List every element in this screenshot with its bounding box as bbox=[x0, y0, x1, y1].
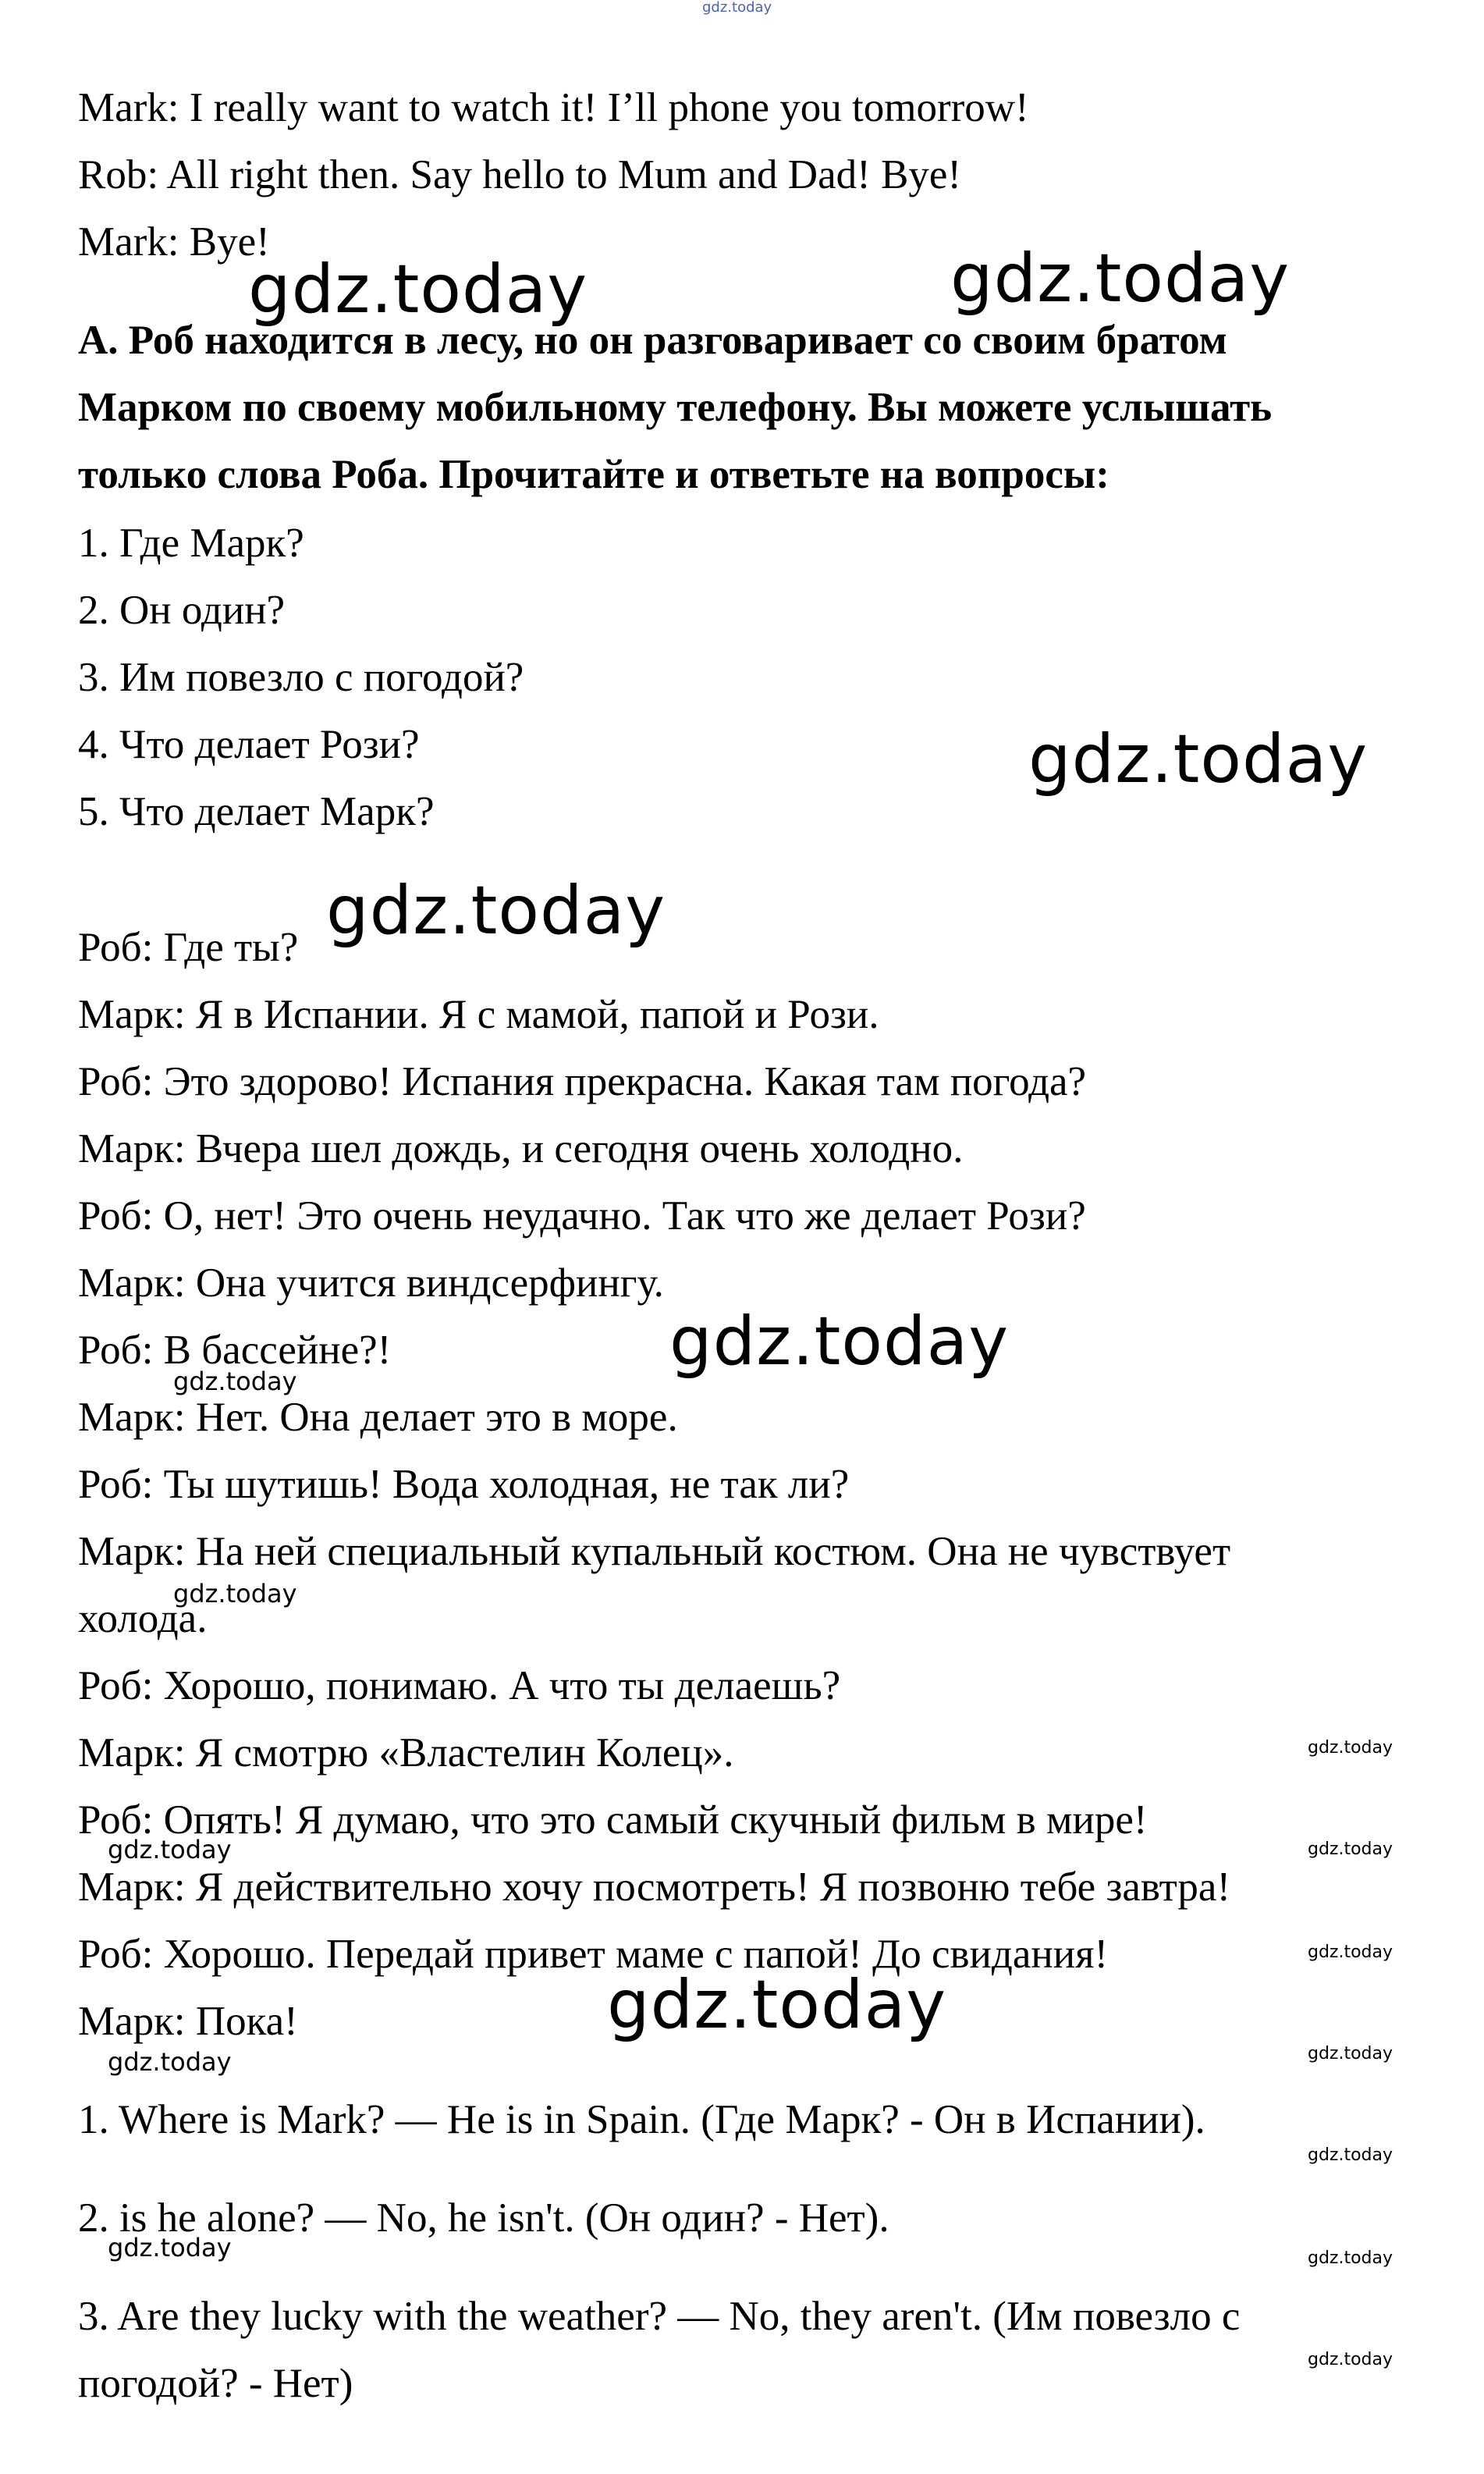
watermark-large: gdz.today bbox=[669, 1303, 1010, 1381]
question-item: 3. Им повезло с погодой? bbox=[78, 655, 524, 700]
question-item: 2. Он один? bbox=[78, 588, 286, 633]
task-heading-line: A. Роб находится в лесу, но он разговаривает со своим братом bbox=[78, 318, 1227, 363]
dialogue-ru-line: Марк: Пока! bbox=[78, 1999, 298, 2044]
watermark-medium: gdz.today bbox=[108, 2233, 232, 2263]
watermark-small: gdz.today bbox=[1308, 1943, 1393, 1962]
dialogue-ru-line: Марк: Я в Испании. Я с мамой, папой и Рози. bbox=[78, 992, 879, 1037]
dialogue-ru-line: Марк: На ней специальный купальный костюм. Она не чувствует bbox=[78, 1529, 1231, 1574]
dialogue-ru-line: Роб: В бассейне?! bbox=[78, 1328, 392, 1373]
watermark-large: gdz.today bbox=[326, 872, 666, 950]
dialogue-ru-line: Марк: Вчера шел дождь, и сегодня очень холодно. bbox=[78, 1126, 964, 1171]
watermark-small: gdz.today bbox=[1308, 2350, 1393, 2369]
dialogue-en-line: Mark: Bye! bbox=[78, 219, 270, 265]
watermark-top: gdz.today bbox=[702, 0, 772, 16]
dialogue-ru-line: Марк: Я смотрю «Властелин Колец». bbox=[78, 1730, 734, 1776]
task-heading-line: только слова Роба. Прочитайте и ответьте на вопросы: bbox=[78, 452, 1109, 497]
answer-line: 3. Are they lucky with the weather? — No, they aren't. (Им повезло с bbox=[78, 2294, 1241, 2339]
watermark-small: gdz.today bbox=[1308, 2145, 1393, 2165]
dialogue-ru-line: Роб: О, нет! Это очень неудачно. Так что же делает Рози? bbox=[78, 1193, 1086, 1239]
question-item: 1. Где Марк? bbox=[78, 521, 304, 566]
dialogue-en-line: Mark: I really want to watch it! I’ll phone you tomorrow! bbox=[78, 85, 1029, 130]
watermark-medium: gdz.today bbox=[173, 1367, 297, 1396]
dialogue-ru-line: Роб: Ты шутишь! Вода холодная, не так ли? bbox=[78, 1462, 850, 1507]
dialogue-en-line: Rob: All right then. Say hello to Mum and Dad! Bye! bbox=[78, 152, 962, 197]
watermark-small: gdz.today bbox=[1308, 1738, 1393, 1758]
watermark-small: gdz.today bbox=[1308, 2248, 1393, 2268]
answer-line: 1. Where is Mark? — He is in Spain. (Где Марк? - Он в Испании). bbox=[78, 2097, 1205, 2142]
task-heading-line: Марком по своему мобильному телефону. Вы можете услышать bbox=[78, 385, 1273, 430]
dialogue-ru-line: Марк: Нет. Она делает это в море. bbox=[78, 1395, 678, 1440]
dialogue-ru-line: Роб: Опять! Я думаю, что это самый скучный фильм в мире! bbox=[78, 1797, 1148, 1843]
dialogue-ru-line: холода. bbox=[78, 1596, 208, 1641]
dialogue-ru-line: Роб: Это здорово! Испания прекрасна. Какая там погода? bbox=[78, 1059, 1087, 1104]
dialogue-ru-line: Роб: Где ты? bbox=[78, 925, 299, 970]
watermark-medium: gdz.today bbox=[173, 1579, 297, 1608]
dialogue-ru-line: Роб: Хорошо, понимаю. А что ты делаешь? bbox=[78, 1663, 841, 1708]
watermark-large: gdz.today bbox=[1028, 720, 1369, 798]
answer-line: погодой? - Нет) bbox=[78, 2361, 353, 2406]
watermark-medium: gdz.today bbox=[108, 1835, 232, 1864]
dialogue-ru-line: Роб: Хорошо. Передай привет маме с папой! До свидания! bbox=[78, 1932, 1109, 1977]
watermark-large: gdz.today bbox=[607, 1966, 947, 2044]
watermark-small: gdz.today bbox=[1308, 2044, 1393, 2063]
watermark-medium: gdz.today bbox=[108, 2047, 232, 2077]
answer-line: 2. is he alone? — No, he isn't. (Он один? - Нет). bbox=[78, 2195, 889, 2241]
question-item: 5. Что делает Марк? bbox=[78, 789, 435, 834]
watermark-large: gdz.today bbox=[950, 240, 1291, 318]
watermark-small: gdz.today bbox=[1308, 1840, 1393, 1859]
dialogue-ru-line: Марк: Она учится виндсерфингу. bbox=[78, 1260, 664, 1306]
dialogue-ru-line: Марк: Я действительно хочу посмотреть! Я позвоню тебе завтра! bbox=[78, 1864, 1231, 1910]
watermark-large: gdz.today bbox=[248, 251, 588, 329]
question-item: 4. Что делает Рози? bbox=[78, 722, 420, 767]
